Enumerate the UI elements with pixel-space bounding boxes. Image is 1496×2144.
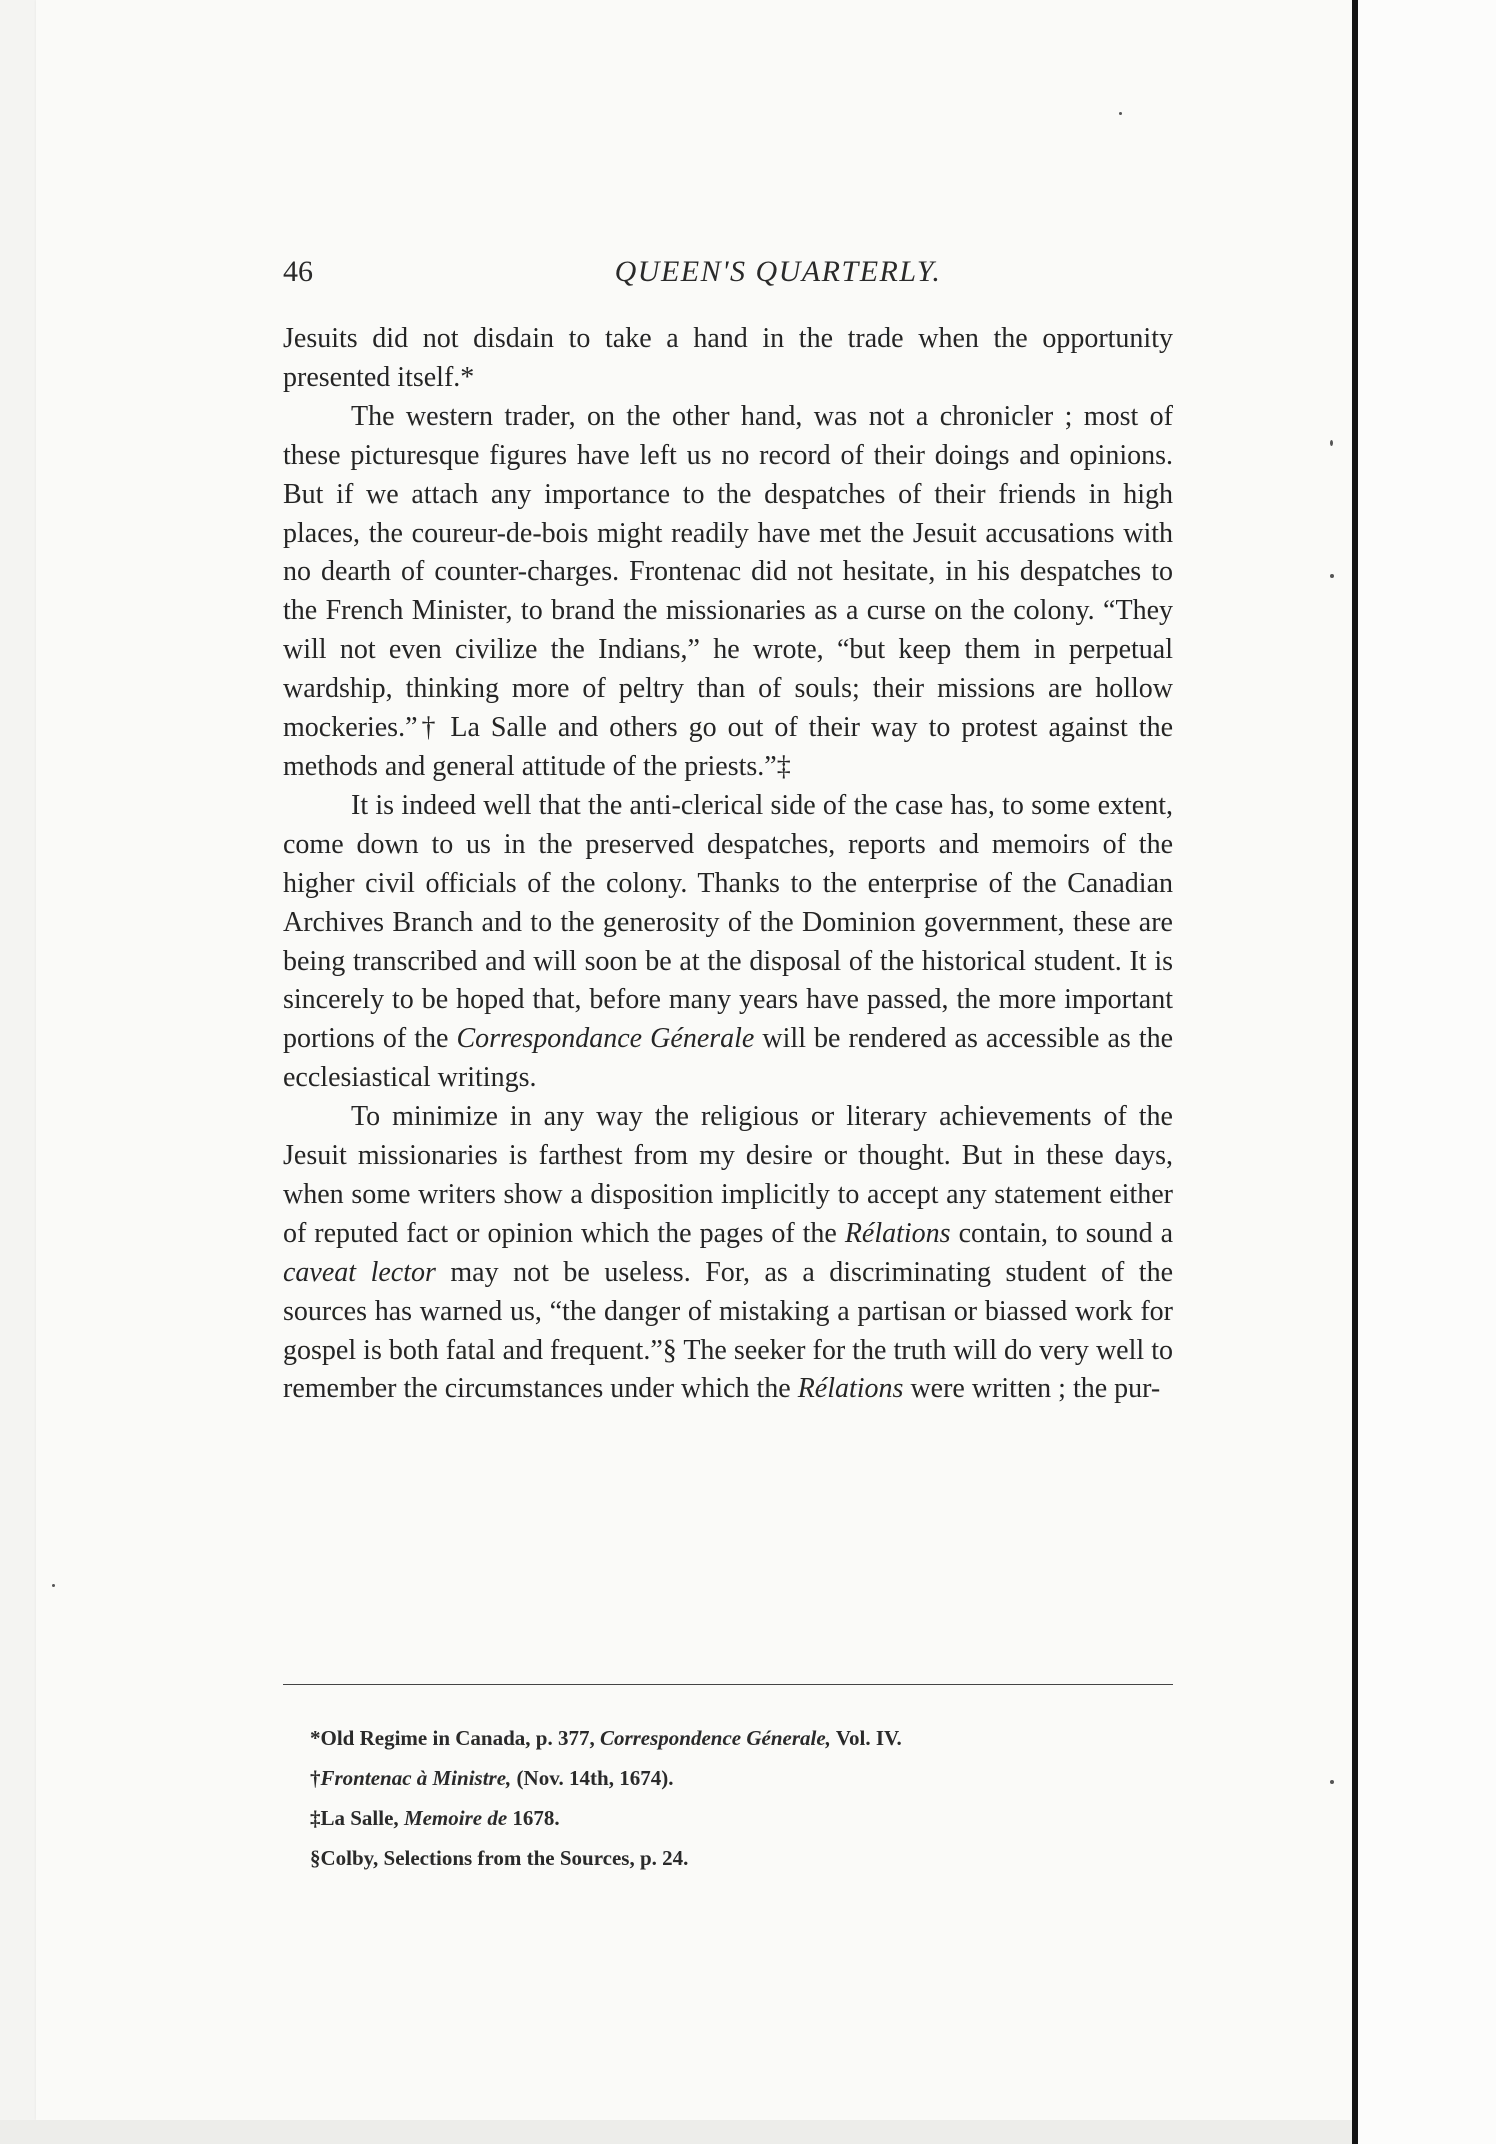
scan-speck [1330, 574, 1334, 578]
paragraph-4-text-b: contain, to sound a [958, 1217, 1174, 1249]
footnote-1-italic: Correspondence Génerale, [599, 1726, 831, 1750]
paragraph-4-text-d: were written ; the pur- [910, 1373, 1161, 1405]
scan-speck [52, 1584, 55, 1587]
paragraph-4-italic-1: Rélations [844, 1217, 951, 1249]
paragraph-2: The western trader, on the other hand, was not a chronicler ; most of these picturesque figures have left us no record of their doings and opinions. But if we attach any importance to the despatches of their friends in high places, the coureur-de-bois might readily have met the Jesuit accusations with no dearth of counter-charges. Frontenac did not hesitate, in his despatches to the French Minister, to brand the missionaries as a curse on the colony. “They will not even civilize the Indians,” he wrote, “but keep them in perpetual wardship, thinking more of peltry than of souls; their missions are hollow mockeries.”† La Salle and others go out of their way to protest against the methods and general attitude of the priests.”‡ [283, 400, 1173, 782]
paragraph-1: Jesuits did not disdain to take a hand in the trade when the opportunity presented itself.* [283, 323, 1173, 393]
footnote-3-text-a: ‡La Salle, [310, 1806, 399, 1830]
footnote-4: §Colby, Selections from the Sources, p. 24. [310, 1846, 689, 1870]
footnote-3-italic: Memoire de [403, 1806, 508, 1830]
footnote-3 [310, 1798, 1170, 1838]
scan-speck [1330, 1780, 1334, 1784]
paragraph-4-italic-2: caveat lector [283, 1256, 436, 1288]
paragraph-3 [283, 787, 1173, 1098]
paragraph-4-italic-3: Rélations [797, 1373, 904, 1405]
footnote-divider [283, 1684, 1173, 1685]
journal-title: QUEEN'S QUARTERLY. [614, 255, 942, 288]
footnote-2-mark: † [310, 1766, 321, 1790]
running-header [283, 252, 1173, 292]
adjacent-page-strip [1358, 0, 1496, 2144]
scan-bottom-margin [0, 2120, 1352, 2144]
paragraph-3-text-b: will be rendered as accessible as the ecclesiastical writings. [283, 1023, 1174, 1094]
footnote-1 [310, 1718, 1170, 1758]
article-body [283, 320, 1173, 1409]
footnote-2 [310, 1758, 1170, 1798]
scan-speck [1330, 440, 1333, 446]
footnote-1-text-b: Vol. IV. [835, 1726, 902, 1750]
paragraph-4-text-a: To minimize in any way the religious or literary achievements of the Jesuit missionaries is farthest from my desire or thought. But in these days, when some writers show a disposition implicitly to accept any statement either of reputed fact or opinion which the pages of the [283, 1101, 1173, 1249]
footnote-1-text-a: *Old Regime in Canada, p. 377, [310, 1726, 595, 1750]
footnote-3-text-b: 1678. [512, 1806, 560, 1830]
footnote-2-italic: Frontenac à Ministre, [320, 1766, 512, 1790]
footnotes [310, 1718, 1170, 1878]
paragraph-3-italic: Correspondance Génerale [456, 1023, 755, 1055]
paragraph-4 [283, 1098, 1173, 1409]
paragraph-3-text-a: It is indeed well that the anti-clerical side of the case has, to some extent, come down to us in the preserved despatches, reports and memoirs of the higher civil officials of the colony. Thanks to the enterprise of the Canadian Archives Branch and to the generosity of the Dominion government, these are being transcribed and will soon be at the disposal of the historical student. It is sincerely to be hoped that, before many years have passed, the more important portions of the [283, 789, 1173, 1055]
page-number: 46 [283, 255, 313, 288]
scan-speck [1119, 112, 1122, 115]
footnote-2-text: (Nov. 14th, 1674). [516, 1766, 674, 1790]
paragraph-4-text-c: may not be useless. For, as a discriminating student of the sources has warned us, “the danger of mistaking a partisan or biassed work for gospel is both fatal and frequent.”§ The seeker for the truth will do very well to remember the circumstances under which the [283, 1256, 1173, 1405]
